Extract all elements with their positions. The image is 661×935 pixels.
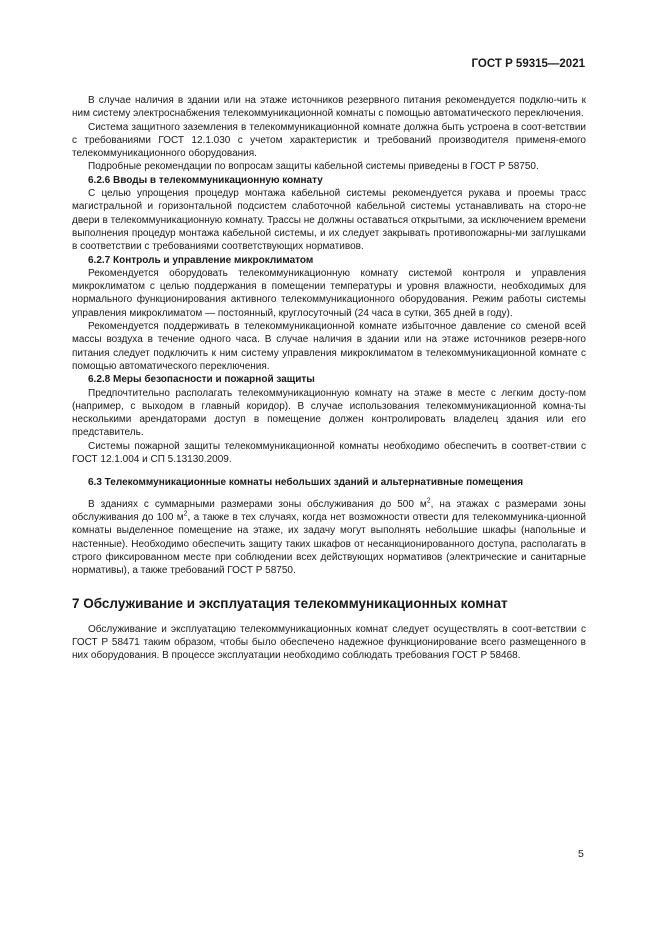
section-heading-7: 7 Обслуживание и эксплуатация телекоммуникационных комнат xyxy=(72,596,508,612)
section-heading-6-2-8: 6.2.8 Меры безопасности и пожарной защиты xyxy=(88,374,315,386)
text-fragment: В зданиях с суммарными размерами зоны обслуживания до 500 м xyxy=(88,498,427,510)
text-fragment: , на этажах с размерами зоны обслуживания до 100 м xyxy=(72,498,586,523)
document-id-header: ГОСТ Р 59315—2021 xyxy=(471,58,585,70)
paragraph-entries: С целью упрощения процедур монтажа кабельной системы рекомендуется рукава и проемы трасс магистральной и горизонтальной подсистем слаботочной кабельной системы устанавливать на сторо-не двери в телекоммуникационную комнату. Трассы не должны оставаться открытыми, за исключением времени выполнения процедур монтажа кабельной системы, и их следует закрывать противопожарны-ми заглушками в соответствии с требованиями соответствующих нормативов. xyxy=(72,188,586,253)
section-heading-6-2-6: 6.2.6 Вводы в телекоммуникационную комнату xyxy=(88,174,323,186)
document-body xyxy=(72,94,586,663)
text-fragment: , а также в тех случаях, когда нет возможности отвести для телекоммуника-ционной комнаты выделенное помещение на этаже, их задачу могут выполнять небольшие шкафы (напольные и настенные). Необходимо обеспечить защиту таких шкафов от несанкционированного доступа, располагать в строго фиксированном месте при соблюдении всех действующих нормативов (электрические и санитарные нормативы), а также требований ГОСТ Р 58750. xyxy=(72,511,586,577)
paragraph-climate-control: Рекомендуется оборудовать телекоммуникационную комнату системой контроля и управления микроклиматом с целью поддержания в помещении температуры и уровня влажности, необходимых для нормального функционирования активного телекоммуникационного оборудования. Режим работы системы управления микроклиматом — постоянный, круглосуточный (24 часа в сутки, 365 дней в году). xyxy=(72,267,586,319)
paragraph-cable-protection: Подробные рекомендации по вопросам защиты кабельной системы приведены в ГОСТ Р 58750. xyxy=(88,161,539,173)
superscript: 2 xyxy=(426,497,431,505)
paragraph-small-buildings xyxy=(72,498,586,578)
paragraph-fire-protection: Системы пожарной защиты телекоммуникационной комнаты необходимо обеспечить в соответ-ствии с ГОСТ 12.1.004 и СП 5.13130.2009. xyxy=(72,440,586,466)
paragraph-grounding: Система защитного заземления в телекоммуникационной комнате должна быть устроена в соот-ветствии с требованиями ГОСТ 12.1.030 с учетом характеристик и требований производителя применя-емого телекоммуникационного оборудования. xyxy=(72,121,586,160)
section-heading-6-3: 6.3 Телекоммуникационные комнаты небольших зданий и альтернативные помещения xyxy=(88,477,524,489)
paragraph-location: Предпочтительно располагать телекоммуникационную комнату на этаже в месте с легким досту-пом (например, с выходом в главный коридор). В случае использования телекоммуникационной комна-ты несколькими арендаторами доступ в помещение должен контролировать владелец здания или его представитель. xyxy=(72,387,586,439)
paragraph-pressure: Рекомендуется поддерживать в телекоммуникационной комнате избыточное давление со сменой всей массы воздуха в течение одного часа. В случае наличия в здании или на этаже источников резерв-ного питания следует подключить к ним систему управления микроклиматом в телекоммуникационной комнате с помощью автоматического переключения. xyxy=(72,321,586,372)
section-heading-6-2-7: 6.2.7 Контроль и управление микроклиматом xyxy=(88,254,314,266)
page-number: 5 xyxy=(578,848,584,860)
paragraph-backup-power: В случае наличия в здании или на этаже источников резервного питания рекомендуется подклю-чить к ним систему электроснабжения телекоммуникационной комнаты с помощью автоматического переключения. xyxy=(72,95,586,120)
superscript: 2 xyxy=(183,510,188,518)
paragraph-maintenance: Обслуживание и эксплуатацию телекоммуникационных комнат следует осуществлять в соот-ветствии с ГОСТ Р 58471 таким образом, чтобы было обеспечено надежное функционирование всего размещенного в них оборудования. В процессе эксплуатации необходимо соблюдать требования ГОСТ Р 58468. xyxy=(72,623,586,662)
